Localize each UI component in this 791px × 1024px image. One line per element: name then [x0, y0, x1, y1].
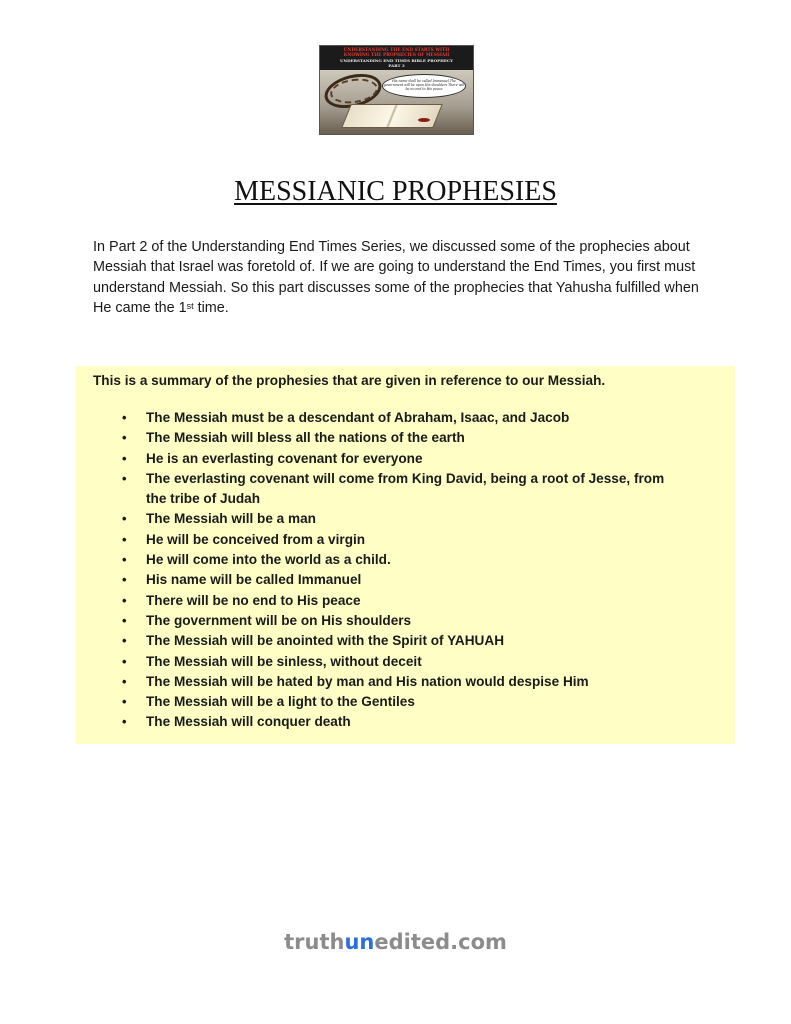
- list-item-text: The Messiah will be a light to the Gentiles: [146, 694, 415, 710]
- intro-paragraph: [93, 237, 713, 318]
- list-item-text: The Messiah must be a descendant of Abraham, Isaac, and Jacob: [146, 410, 570, 425]
- list-item: [76, 570, 666, 590]
- list-item-text: There will be no end to His peace: [146, 592, 361, 608]
- list-item-text: He will come into the world as a child.: [146, 552, 391, 568]
- list-item: [76, 692, 666, 712]
- list-item-text: The Messiah will be sinless, without deceit: [146, 653, 422, 669]
- speech-bubble: His name shall be called Immanuel The government will be upon His shoulders There will be no end to His peace: [382, 74, 466, 98]
- banner-subtitle: UNDERSTANDING END TIMES BIBLE PROPHECY PART 3: [340, 58, 453, 68]
- bullet-icon: •: [122, 592, 127, 608]
- logo-edited: edited.com: [374, 930, 507, 954]
- list-item: [76, 550, 666, 570]
- summary-box: [76, 366, 735, 744]
- list-item: [76, 712, 666, 732]
- list-item-text: He will be conceived from a virgin: [146, 531, 366, 547]
- intro-text: In Part 2 of the Understanding End Times Series, we discussed some of the prophecies about Messiah that Israel was foretold of. If we are going to understand the End Times, you first must understand Messiah. So this part discusses some of the prophecies that Yahusha fulfilled when He came the 1: [93, 239, 699, 316]
- header-banner-image: [319, 45, 474, 135]
- list-item: [76, 611, 666, 631]
- bullet-icon: •: [122, 511, 127, 527]
- bullet-icon: •: [122, 694, 127, 710]
- list-item-text: The Messiah will be hated by man and His nation would despise Him: [146, 673, 589, 689]
- list-item: [76, 469, 666, 510]
- banner-title: UNDERSTANDING THE END STARTS WITH KNOWING THE PROPHECIES OF MESSIAH: [343, 48, 450, 58]
- list-item: [76, 652, 666, 672]
- bullet-icon: •: [122, 633, 127, 649]
- bullet-icon: •: [122, 450, 127, 466]
- open-bible-icon: [341, 104, 443, 128]
- bullet-icon: •: [122, 531, 127, 547]
- list-item: [76, 591, 666, 611]
- footer-logo: [0, 928, 791, 956]
- list-item-text: The Messiah will conquer death: [146, 714, 351, 730]
- logo-un: un: [344, 930, 375, 954]
- list-item: [76, 672, 666, 692]
- list-item-text: His name will be called Immanuel: [146, 572, 362, 588]
- list-item: [76, 509, 666, 529]
- bullet-icon: •: [122, 552, 127, 568]
- bullet-icon: •: [122, 470, 127, 486]
- blood-drop-icon: [418, 118, 430, 122]
- list-item-text: He is an everlasting covenant for everyone: [146, 450, 423, 466]
- logo-truth: truth: [284, 930, 345, 954]
- bullet-icon: •: [122, 714, 127, 730]
- list-item-text: The government will be on His shoulders: [146, 612, 412, 628]
- list-item: [76, 530, 666, 550]
- list-item-text: The Messiah will be anointed with the Spirit of YAHUAH: [146, 633, 505, 649]
- bullet-icon: •: [122, 430, 127, 446]
- bullet-icon: •: [122, 410, 127, 425]
- bullet-icon: •: [122, 653, 127, 669]
- list-item-text: The everlasting covenant will come from King David, being a root of Jesse, from the tribe of Judah: [146, 470, 665, 507]
- page-title: MESSIANIC PROPHESIES: [234, 176, 557, 207]
- list-item: [76, 428, 666, 448]
- list-item: [76, 449, 666, 469]
- bullet-icon: •: [122, 612, 127, 628]
- bullet-icon: •: [122, 572, 127, 588]
- list-item: [76, 631, 666, 651]
- summary-heading: This is a summary of the prophesies that are given in reference to our Messiah.: [93, 373, 606, 388]
- list-item-text: The Messiah will bless all the nations of the earth: [146, 430, 465, 446]
- bullet-icon: •: [122, 673, 127, 689]
- prophecy-list: [76, 408, 735, 733]
- intro-text-end: time.: [193, 299, 229, 316]
- list-item-text: The Messiah will be a man: [146, 511, 316, 527]
- intro-superscript: st: [186, 300, 194, 311]
- list-item: [76, 408, 666, 428]
